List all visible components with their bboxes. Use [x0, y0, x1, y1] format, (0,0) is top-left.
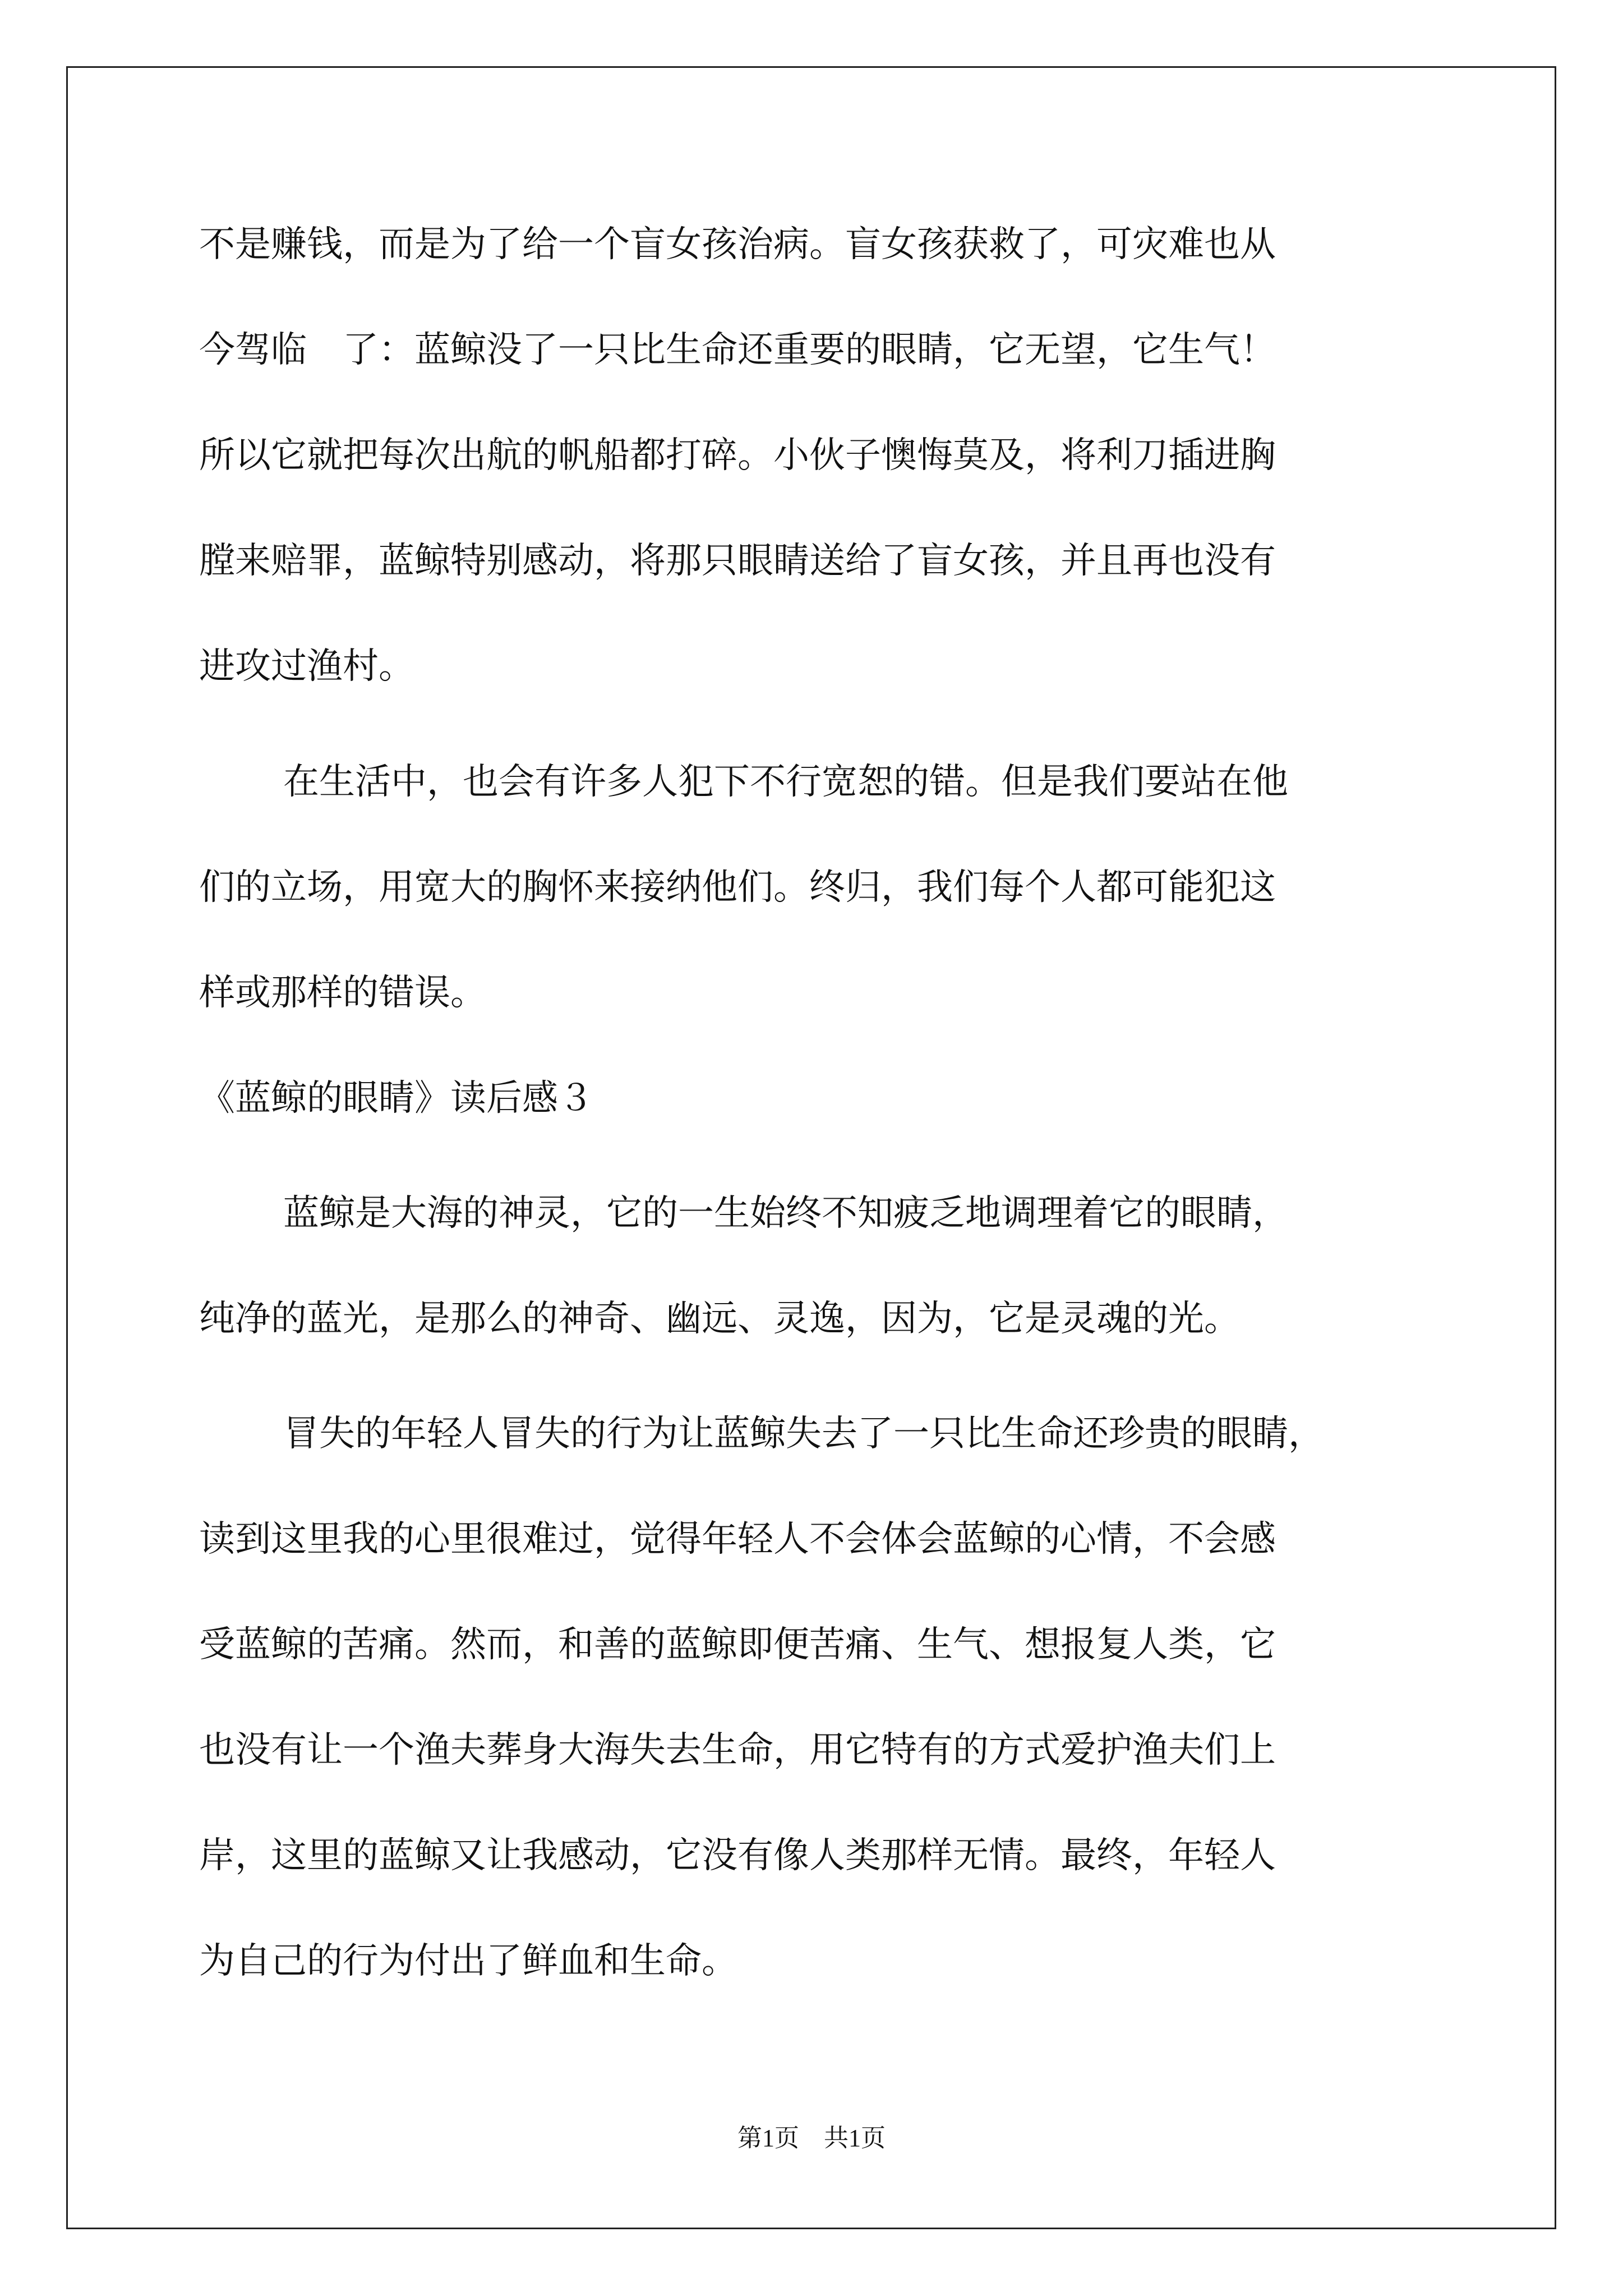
- page-number-footer: 第1页 共1页: [737, 2124, 886, 2152]
- paragraph-4-line-2: 读到这里我的心里很难过，觉得年轻人不会体会蓝鲸的心情，不会感: [199, 1519, 1276, 1560]
- paragraph-2-line-1: 在生活中，也会有许多人犯下不行宽恕的错。但是我们要站在他: [283, 761, 1288, 803]
- paragraph-3-line-2: 纯净的蓝光，是那么的神奇、幽远、灵逸，因为，它是灵魂的光。: [199, 1298, 1240, 1340]
- paragraph-4-line-1: 冒失的年轻人冒失的行为让蓝鲸失去了一只比生命还珍贵的眼睛，: [283, 1413, 1324, 1455]
- paragraph-3-line-1: 蓝鲸是大海的神灵，它的一生始终不知疲乏地调理着它的眼睛，: [283, 1193, 1288, 1234]
- paragraph-2-line-2: 们的立场，用宽大的胸怀来接纳他们。终归，我们每个人都可能犯这: [199, 867, 1276, 908]
- paragraph-1-line-3: 所以它就把每次出航的帆船都打碎。小伙子懊悔莫及，将利刀插进胸: [199, 435, 1276, 476]
- paragraph-1-line-1: 不是赚钱，而是为了给一个盲女孩治病。盲女孩获救了，可灾难也从: [199, 224, 1276, 265]
- paragraph-1-line-2: 今驾临 了：蓝鲸没了一只比生命还重要的眼睛，它无望，它生气！: [199, 329, 1276, 371]
- paragraph-4-line-6: 为自己的行为付出了鲜血和生命。: [199, 1940, 737, 1982]
- paragraph-1-line-4: 膛来赔罪，蓝鲸特别感动，将那只眼睛送给了盲女孩，并且再也没有: [199, 540, 1276, 582]
- paragraph-1-line-5: 进攻过渔村。: [199, 646, 414, 687]
- paragraph-4-line-3: 受蓝鲸的苦痛。然而，和善的蓝鲸即便苦痛、生气、想报复人类，它: [199, 1624, 1276, 1665]
- page-border: [66, 66, 1556, 2229]
- section-title: 《蓝鲸的眼睛》读后感３: [199, 1078, 594, 1119]
- paragraph-4-line-5: 岸，这里的蓝鲸又让我感动，它没有像人类那样无情。最终，年轻人: [199, 1835, 1276, 1876]
- paragraph-2-line-3: 样或那样的错误。: [199, 972, 486, 1014]
- paragraph-4-line-4: 也没有让一个渔夫葬身大海失去生命，用它特有的方式爱护渔夫们上: [199, 1729, 1276, 1771]
